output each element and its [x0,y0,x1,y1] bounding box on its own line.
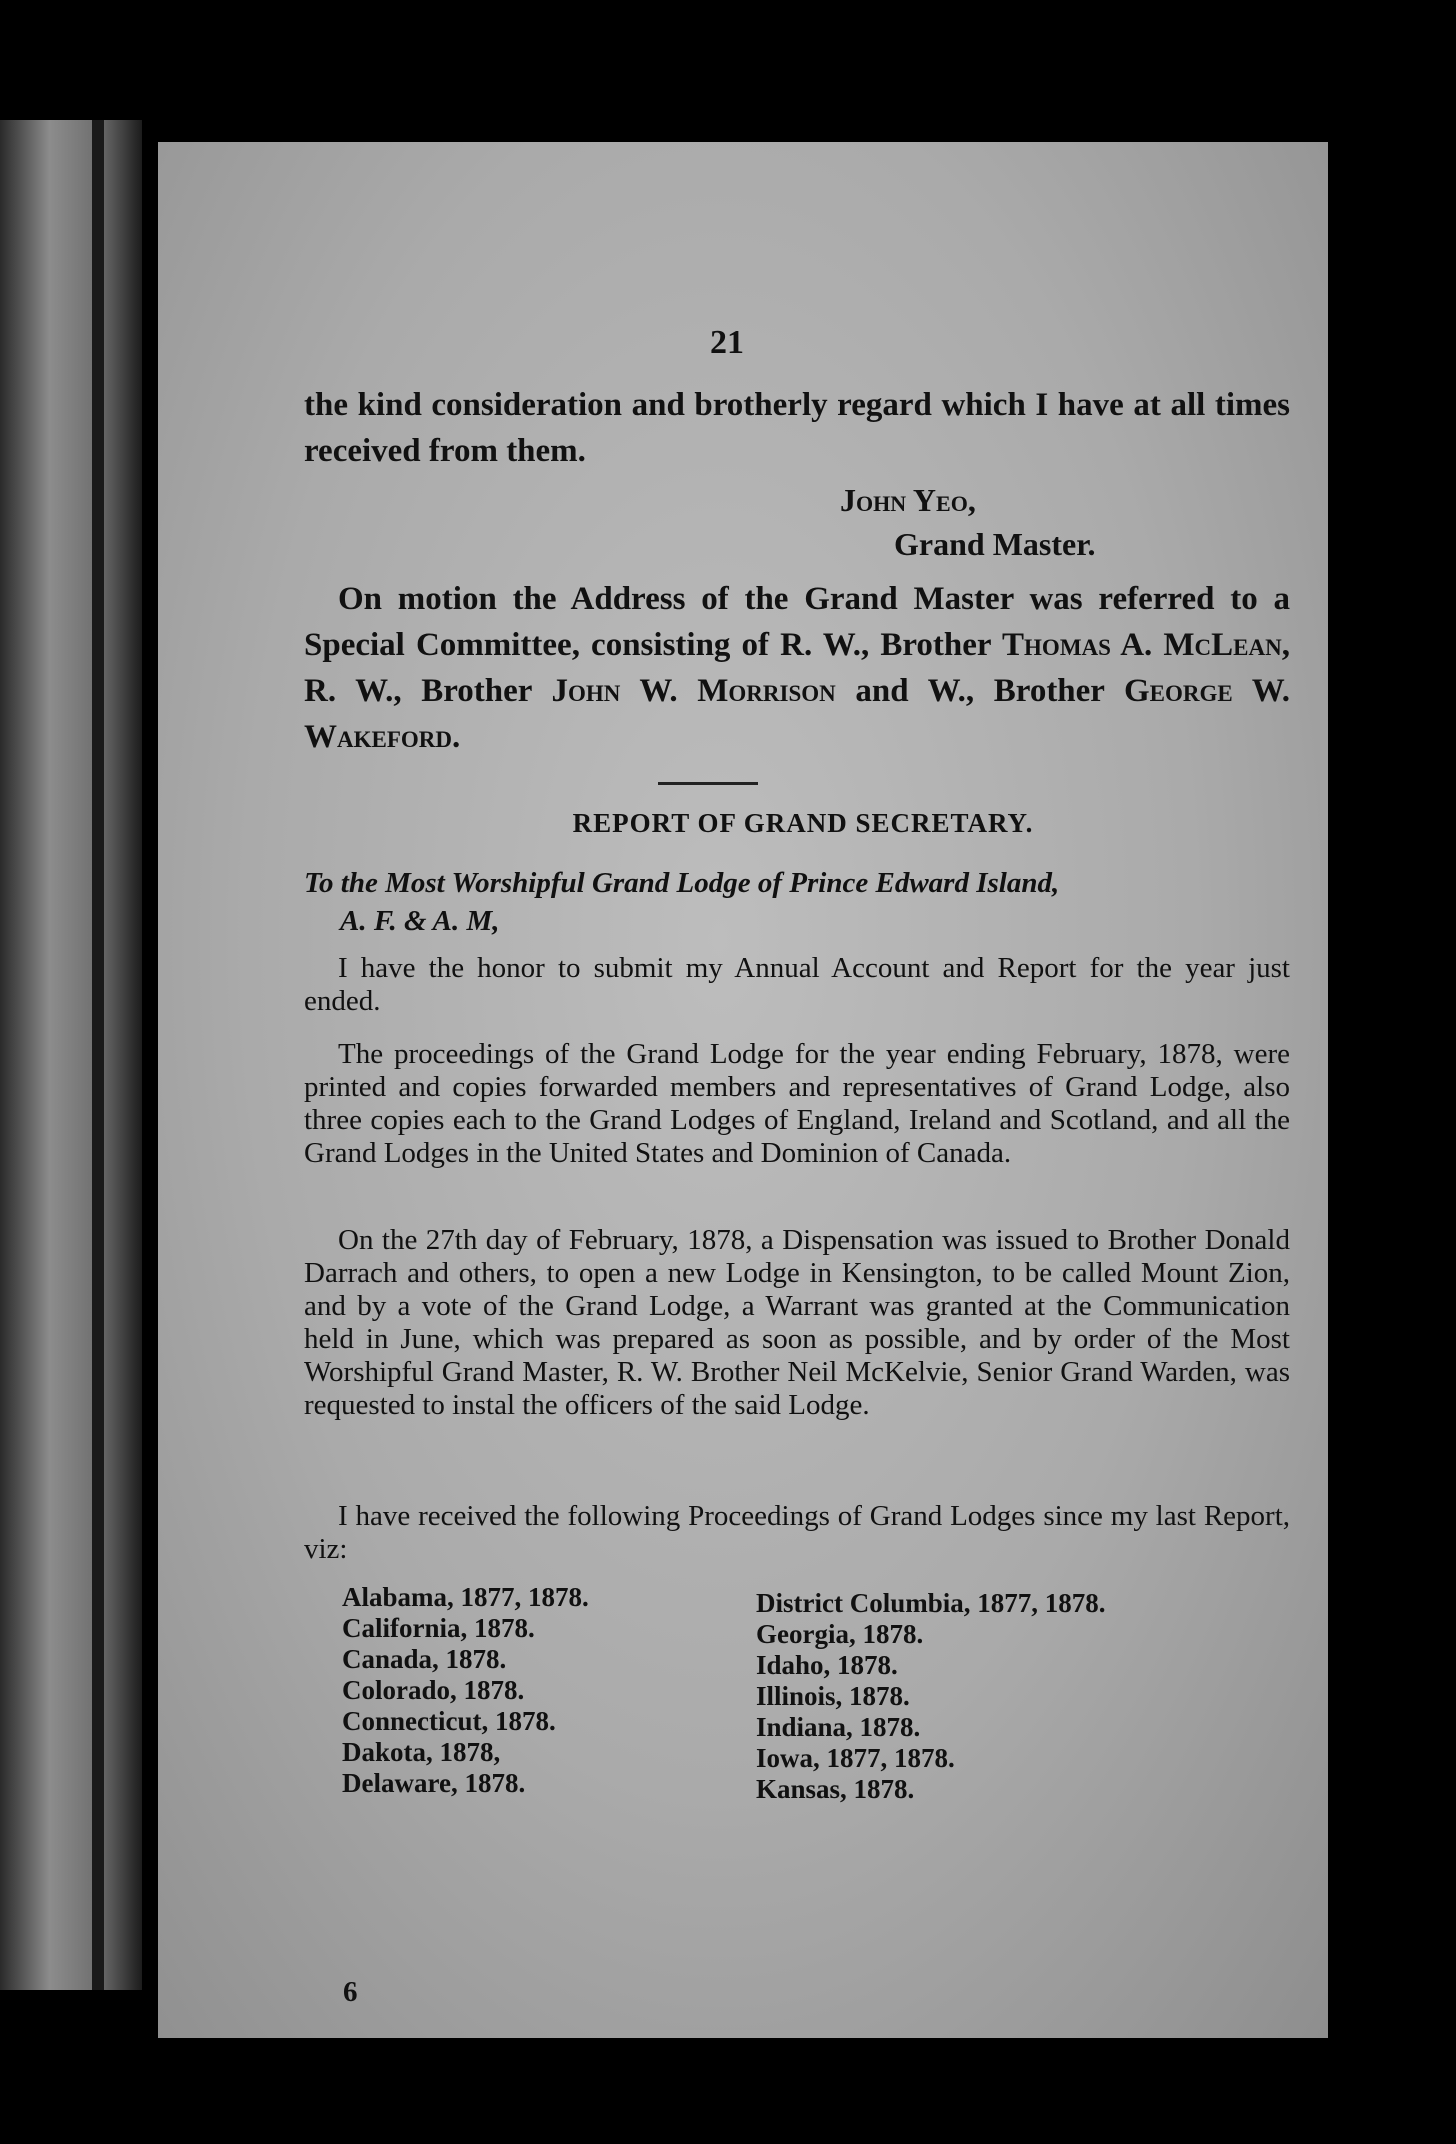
motion-text-2: , R. W., Brother [304,627,1290,709]
salutation [304,864,1290,940]
motion-paragraph [304,576,1290,760]
report-paragraph-3: On the 27th day of February, 1878, a Dispensation was issued to Brother Donald Darrach and others, to open a new Lodge in Kensington, to be called Mount Zion, and by a vote of the Grand Lodge, a Warrant was granted at the Communication held in June, which was prepared as soon as possible, and by order of the Most Worshipful Grand Master, R. W. Brother Neil McKelvie, Senior Grand Warden, was requested to instal the officers of the said Lodge. [304,1224,1290,1421]
salutation-line-2: A. F. & A. M, [340,905,500,937]
printer-signature-mark: 6 [343,1976,358,2008]
salutation-line-1: To the Most Worshipful Grand Lodge of Prince Edward Island, [304,867,1060,899]
list-item: Kansas, 1878. [756,1774,915,1804]
proceedings-list-right [756,1588,1105,1805]
facing-page-edge [0,120,142,1990]
motion-text-3: and W., Brother [835,673,1124,709]
list-item: Indiana, 1878. [756,1712,921,1742]
committee-member-3: George W. Wakeford [304,673,1291,755]
report-heading: REPORT OF GRAND SECRETARY. [572,808,1034,838]
book-gutter [92,120,104,1990]
list-item: Georgia, 1878. [756,1619,924,1649]
signature-title: Grand Master. [894,526,1096,562]
list-item: Iowa, 1877, 1878. [756,1743,955,1773]
page-number: 21 [710,324,744,361]
book-page [158,142,1328,2038]
report-paragraph-4: I have received the following Proceedings of Grand Lodges since my last Report, viz: [304,1500,1290,1565]
list-item: Delaware, 1878. [342,1768,526,1798]
section-divider [658,782,758,785]
list-item: Illinois, 1878. [756,1681,910,1711]
motion-text-1: On motion the Address of the Grand Master was referred to a Special Committee, consisting of R. W., Brother [304,581,1290,663]
list-item: California, 1878. [342,1613,535,1643]
report-paragraph-2: The proceedings of the Grand Lodge for the year ending February, 1878, were printed and copies forwarded members and representatives of Grand Lodge, also three copies each to the Grand Lodges of England, Ireland and Scotland, and all the Grand Lodges in the United States and Dominion of Canada. [304,1038,1290,1169]
list-item: Dakota, 1878, [342,1737,501,1767]
report-paragraph-1: I have the honor to submit my Annual Account and Report for the year just ended. [304,952,1290,1017]
committee-member-1: Thomas A. McLean [1002,627,1282,663]
proceedings-list-left [342,1582,589,1799]
signature-name: John Yeo, [840,482,976,518]
closing-paragraph: the kind consideration and brotherly regard which I have at all times received from them. [304,387,1290,469]
motion-text-4: . [452,719,461,755]
list-item: Colorado, 1878. [342,1675,525,1705]
list-item: Connecticut, 1878. [342,1706,556,1736]
list-item: Canada, 1878. [342,1644,507,1674]
list-item: Alabama, 1877, 1878. [342,1582,589,1612]
list-item: Idaho, 1878. [756,1650,898,1680]
list-item: District Columbia, 1877, 1878. [756,1588,1106,1618]
committee-member-2: John W. Morrison [551,673,836,709]
